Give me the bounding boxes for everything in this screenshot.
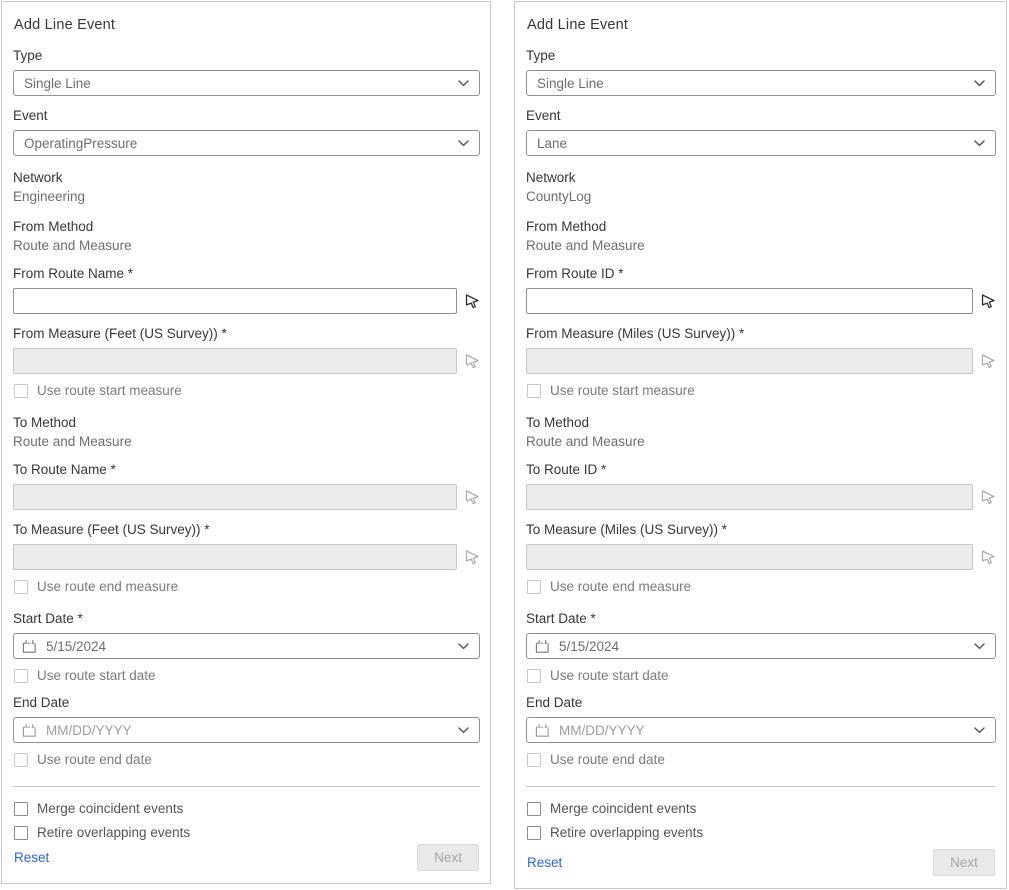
panel-footer (13, 844, 480, 871)
checkbox-label: Use route start date (550, 668, 669, 683)
calendar-icon (22, 723, 37, 738)
reset-button[interactable]: Reset (14, 850, 50, 865)
network-label: Network (526, 170, 576, 185)
checkbox-box (14, 384, 28, 398)
from-route-input[interactable] (13, 288, 457, 314)
checkbox-use-route-start-measure (527, 383, 996, 398)
checkbox-label: Use route end date (37, 752, 152, 767)
checkbox-label: Use route end measure (37, 579, 179, 594)
end-date-placeholder: MM/DD/YYYY (46, 722, 132, 738)
end-date-picker[interactable] (13, 717, 480, 743)
end-date-picker[interactable] (526, 717, 996, 743)
checkbox-use-route-end-date (527, 752, 996, 767)
type-select-value: Single Line (24, 75, 91, 91)
page-title: Add Line Event (527, 17, 629, 33)
start-date-picker[interactable] (526, 633, 996, 659)
start-date-picker[interactable] (13, 633, 480, 659)
next-button: Next (933, 849, 995, 876)
checkbox-label: Retire overlapping events (550, 825, 704, 840)
checkbox-use-route-start-date (527, 668, 996, 683)
end-date-label: End Date (13, 695, 70, 710)
add-line-event-panel-right (514, 1, 1007, 889)
type-select[interactable] (526, 70, 996, 96)
checkbox-box (14, 580, 28, 594)
event-select-value: OperatingPressure (24, 135, 138, 151)
from-route-label: From Route ID * (526, 266, 624, 281)
start-date-label: Start Date * (13, 611, 83, 626)
checkbox-label: Use route end date (550, 752, 665, 767)
pick-on-map-arrow-icon (980, 548, 996, 566)
checkbox-label: Use route start measure (550, 383, 695, 398)
calendar-icon (535, 639, 550, 654)
checkbox-box[interactable] (14, 826, 28, 840)
type-label: Type (13, 48, 43, 63)
checkbox-box[interactable] (527, 802, 541, 816)
type-select[interactable] (13, 70, 480, 96)
event-select-value: Lane (537, 135, 568, 151)
panel-footer (526, 849, 996, 876)
from-measure-input (13, 348, 457, 374)
end-date-label: End Date (526, 695, 583, 710)
start-date-label: Start Date * (526, 611, 596, 626)
from-measure-input (526, 348, 973, 374)
checkbox-label: Retire overlapping events (37, 825, 191, 840)
checkbox-label: Merge coincident events (550, 801, 697, 816)
chevron-down-icon (458, 643, 469, 650)
pick-on-map-arrow-icon (980, 352, 996, 370)
from-route-input[interactable] (526, 288, 973, 314)
to-measure-label: To Measure (Feet (US Survey)) * (13, 522, 210, 537)
checkbox-box[interactable] (14, 802, 28, 816)
chevron-down-icon (974, 140, 985, 147)
to-measure-label: To Measure (Miles (US Survey)) * (526, 522, 728, 537)
add-line-event-panel-left (1, 1, 491, 884)
end-date-placeholder: MM/DD/YYYY (559, 722, 645, 738)
start-date-value: 5/15/2024 (46, 638, 107, 654)
type-label: Type (526, 48, 556, 63)
pick-on-map-arrow-icon (464, 548, 480, 566)
from-method-label: From Method (13, 219, 94, 234)
checkbox-box[interactable] (527, 826, 541, 840)
checkbox-box (14, 669, 28, 683)
from-method-label: From Method (526, 219, 607, 234)
checkbox-use-route-start-measure (14, 383, 480, 398)
to-route-input (526, 484, 973, 510)
event-select[interactable] (13, 130, 480, 156)
checkbox-use-route-end-date (14, 752, 480, 767)
to-method-label: To Method (13, 415, 77, 430)
from-method-value: Route and Measure (13, 238, 132, 253)
start-date-value: 5/15/2024 (559, 638, 620, 654)
network-value: Engineering (13, 189, 86, 204)
to-route-label: To Route Name * (13, 462, 116, 477)
checkbox-merge-coincident-events[interactable] (527, 801, 996, 816)
pick-on-map-arrow-icon[interactable] (980, 292, 996, 310)
section-divider (526, 786, 996, 787)
page-title: Add Line Event (14, 17, 116, 33)
chevron-down-icon (974, 80, 985, 87)
chevron-down-icon (458, 80, 469, 87)
to-method-label: To Method (526, 415, 590, 430)
checkbox-label: Merge coincident events (37, 801, 184, 816)
checkbox-use-route-start-date (14, 668, 480, 683)
checkbox-merge-coincident-events[interactable] (14, 801, 480, 816)
calendar-icon (22, 639, 37, 654)
chevron-down-icon (458, 140, 469, 147)
type-select-value: Single Line (537, 75, 604, 91)
event-label: Event (13, 108, 48, 123)
from-method-value: Route and Measure (526, 238, 645, 253)
chevron-down-icon (458, 727, 469, 734)
to-measure-input (13, 544, 457, 570)
checkbox-use-route-end-measure (14, 579, 480, 594)
pick-on-map-arrow-icon (464, 352, 480, 370)
network-label: Network (13, 170, 63, 185)
calendar-icon (535, 723, 550, 738)
section-divider (13, 786, 480, 787)
chevron-down-icon (974, 727, 985, 734)
pick-on-map-arrow-icon[interactable] (464, 292, 480, 310)
to-route-label: To Route ID * (526, 462, 607, 477)
checkbox-box (527, 384, 541, 398)
checkbox-retire-overlapping-events[interactable] (14, 825, 480, 840)
event-label: Event (526, 108, 561, 123)
checkbox-label: Use route start date (37, 668, 156, 683)
to-method-value: Route and Measure (526, 434, 645, 449)
checkbox-use-route-end-measure (527, 579, 996, 594)
from-route-label: From Route Name * (13, 266, 134, 281)
from-measure-label: From Measure (Miles (US Survey)) * (526, 326, 745, 341)
chevron-down-icon (974, 643, 985, 650)
checkbox-box (14, 753, 28, 767)
to-method-value: Route and Measure (13, 434, 132, 449)
event-select[interactable] (526, 130, 996, 156)
to-route-input (13, 484, 457, 510)
to-measure-input (526, 544, 973, 570)
from-measure-label: From Measure (Feet (US Survey)) * (13, 326, 227, 341)
next-button: Next (417, 844, 479, 871)
checkbox-retire-overlapping-events[interactable] (527, 825, 996, 840)
network-value: CountyLog (526, 189, 592, 204)
checkbox-label: Use route end measure (550, 579, 692, 594)
pick-on-map-arrow-icon (464, 488, 480, 506)
pick-on-map-arrow-icon (980, 488, 996, 506)
checkbox-box (527, 580, 541, 594)
checkbox-label: Use route start measure (37, 383, 182, 398)
checkbox-box (527, 753, 541, 767)
reset-button[interactable]: Reset (527, 855, 563, 870)
checkbox-box (527, 669, 541, 683)
